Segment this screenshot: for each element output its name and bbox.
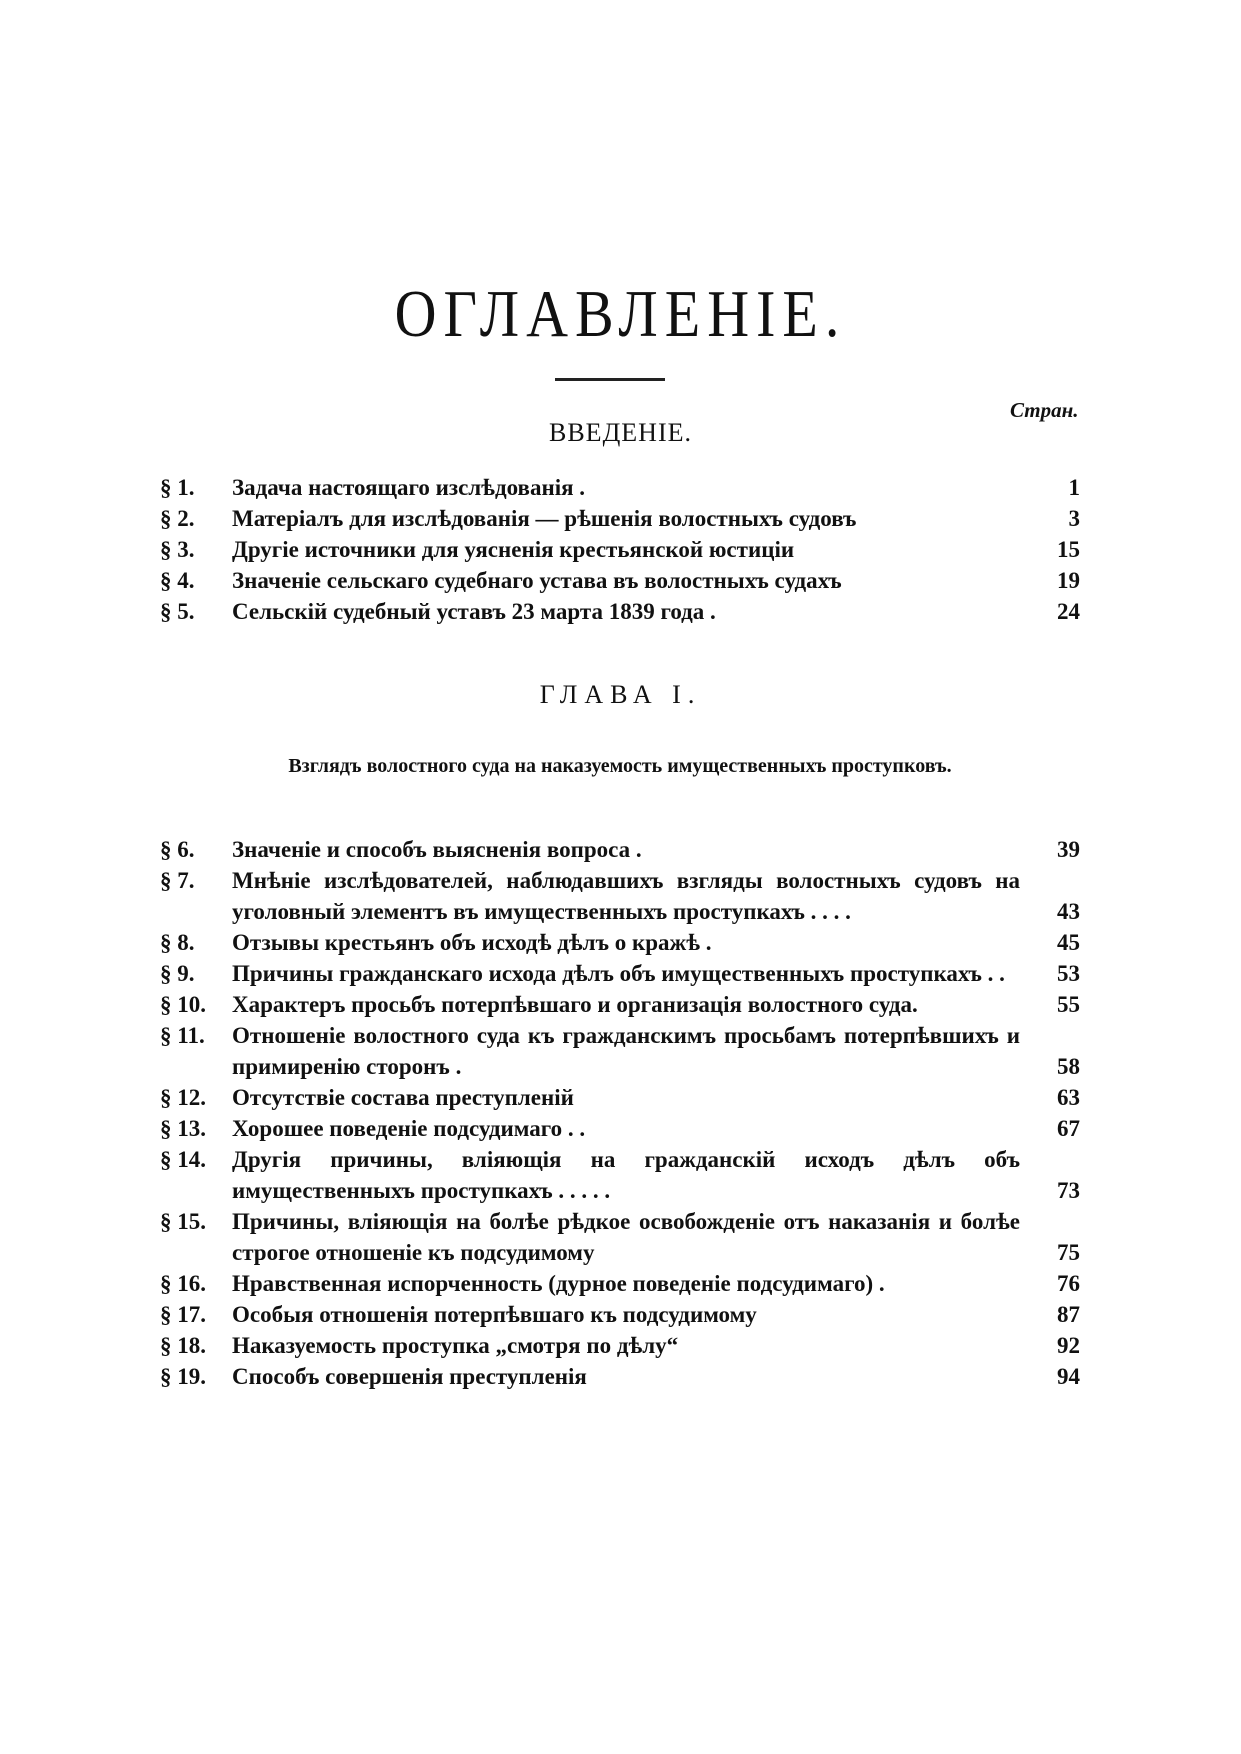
toc-entry-text: Отношеніе волостного суда къ гражданскимъ просьбамъ потерпѣвшихъ и примиренію сторонъ . [232,1023,1020,1079]
toc-entry-number: § 5. [160,599,195,624]
toc-entry-text: Причины гражданскаго исхода дѣлъ объ имущественныхъ проступкахъ . . [232,961,1005,986]
title-rule [555,378,665,381]
toc-entry [160,1361,1080,1392]
toc-entry-page: 73 [1057,1178,1080,1203]
toc-entry-number: § 13. [160,1116,206,1141]
toc-entry-text: Сельскій судебный уставъ 23 марта 1839 года . [232,599,716,624]
toc-entry-page: 43 [1057,899,1080,924]
toc-entry [160,472,1080,503]
toc-entry [160,534,1080,565]
toc-entry-page: 67 [1057,1116,1080,1141]
toc-entry-number: § 11. [160,1023,205,1048]
chapter-heading: ГЛАВА I. [539,680,702,709]
toc-entry-page: 1 [1068,475,1080,500]
toc-entry-text: Другіе источники для уясненія крестьянской юстиціи [232,537,795,562]
toc-entry-text: Отзывы крестьянъ объ исходѣ дѣлъ о кражѣ . [232,930,712,955]
toc-entry [160,834,1080,865]
toc-entry-page: 24 [1057,599,1080,624]
chapter-toc [160,834,1080,1392]
toc-entry-text: Нравственная испорченность (дурное поведеніе подсудимаго) . [232,1271,885,1296]
toc-entry-page: 15 [1057,537,1080,562]
toc-entry-page: 39 [1057,837,1080,862]
toc-entry [160,1144,1080,1206]
toc-entry [160,503,1080,534]
toc-entry [160,958,1080,989]
toc-entry-number: § 7. [160,868,195,893]
toc-entry-text: Способъ совершенія преступленія [232,1364,587,1389]
toc-entry-page: 87 [1057,1302,1080,1327]
toc-entry-number: § 12. [160,1085,206,1110]
toc-entry-number: § 17. [160,1302,206,1327]
toc-entry-text: Особыя отношенія потерпѣвшаго къ подсудимому [232,1302,757,1327]
toc-entry-page: 92 [1057,1333,1080,1358]
toc-entry-number: § 18. [160,1333,206,1358]
toc-entry-number: § 10. [160,992,206,1017]
toc-entry-page: 94 [1057,1364,1080,1389]
toc-entry [160,1206,1080,1268]
toc-entry [160,565,1080,596]
toc-entry [160,989,1080,1020]
toc-entry-number: § 14. [160,1147,206,1172]
toc-entry [160,596,1080,627]
toc-entry-number: § 9. [160,961,195,986]
toc-entry [160,1330,1080,1361]
toc-entry [160,1299,1080,1330]
chapter-subtitle: Взглядъ волостного суда на наказуемость имущественныхъ проступковъ. [288,755,952,777]
toc-entry [160,1020,1080,1082]
toc-entry [160,865,1080,927]
toc-entry-page: 76 [1057,1271,1080,1296]
toc-entry-page: 45 [1057,930,1080,955]
toc-entry-text: Характеръ просьбъ потерпѣвшаго и организація волостного суда. [232,992,918,1017]
toc-entry-page: 19 [1057,568,1080,593]
toc-entry-page: 58 [1057,1054,1080,1079]
toc-entry-text: Значеніе и способъ выясненія вопроса . [232,837,642,862]
toc-entry-text: Отсутствіе состава преступленій [232,1085,574,1110]
toc-entry-number: § 16. [160,1271,206,1296]
toc-entry-text: Матеріалъ для изслѣдованія — рѣшенія волостныхъ судовъ [232,506,857,531]
toc-entry-text: Хорошее поведеніе подсудимаго . . [232,1116,586,1141]
toc-entry-text: Причины, вліяющія на болѣе рѣдкое освобожденіе отъ наказанія и болѣе строгое отношеніе къ подсудимому [232,1209,1020,1265]
toc-entry-text: Наказуемость проступка „смотря по дѣлу“ [232,1333,679,1358]
toc-entry-page: 55 [1057,992,1080,1017]
toc-entry-number: § 2. [160,506,195,531]
toc-entry [160,1082,1080,1113]
toc-entry-number: § 4. [160,568,195,593]
intro-heading: ВВЕДЕНІЕ. [549,418,692,447]
toc-entry [160,1113,1080,1144]
toc-entry-number: § 15. [160,1209,206,1234]
toc-entry-page: 75 [1057,1240,1080,1265]
toc-entry [160,927,1080,958]
toc-entry [160,1268,1080,1299]
toc-entry-page: 63 [1057,1085,1080,1110]
toc-entry-text: Другія причины, вліяющія на гражданскій исходъ дѣлъ объ имущественныхъ проступкахъ . . . . . [232,1147,1020,1203]
toc-entry-number: § 19. [160,1364,206,1389]
page-title: ОГЛАВЛЕНІЕ. [394,276,847,351]
page-column-header: Стран. [1010,398,1079,422]
toc-entry-text: Мнѣніе изслѣдователей, наблюдавшихъ взгляды волостныхъ судовъ на уголовный элементъ въ имущественныхъ проступкахъ . . . . [232,868,1020,924]
toc-entry-number: § 8. [160,930,195,955]
toc-entry-page: 3 [1068,506,1080,531]
toc-entry-number: § 3. [160,537,195,562]
intro-toc [160,472,1080,627]
toc-entry-number: § 1. [160,475,195,500]
toc-entry-page: 53 [1057,961,1080,986]
toc-entry-text: Задача настоящаго изслѣдованія . [232,475,586,500]
toc-entry-text: Значеніе сельскаго судебнаго устава въ волостныхъ судахъ [232,568,842,593]
toc-entry-number: § 6. [160,837,195,862]
